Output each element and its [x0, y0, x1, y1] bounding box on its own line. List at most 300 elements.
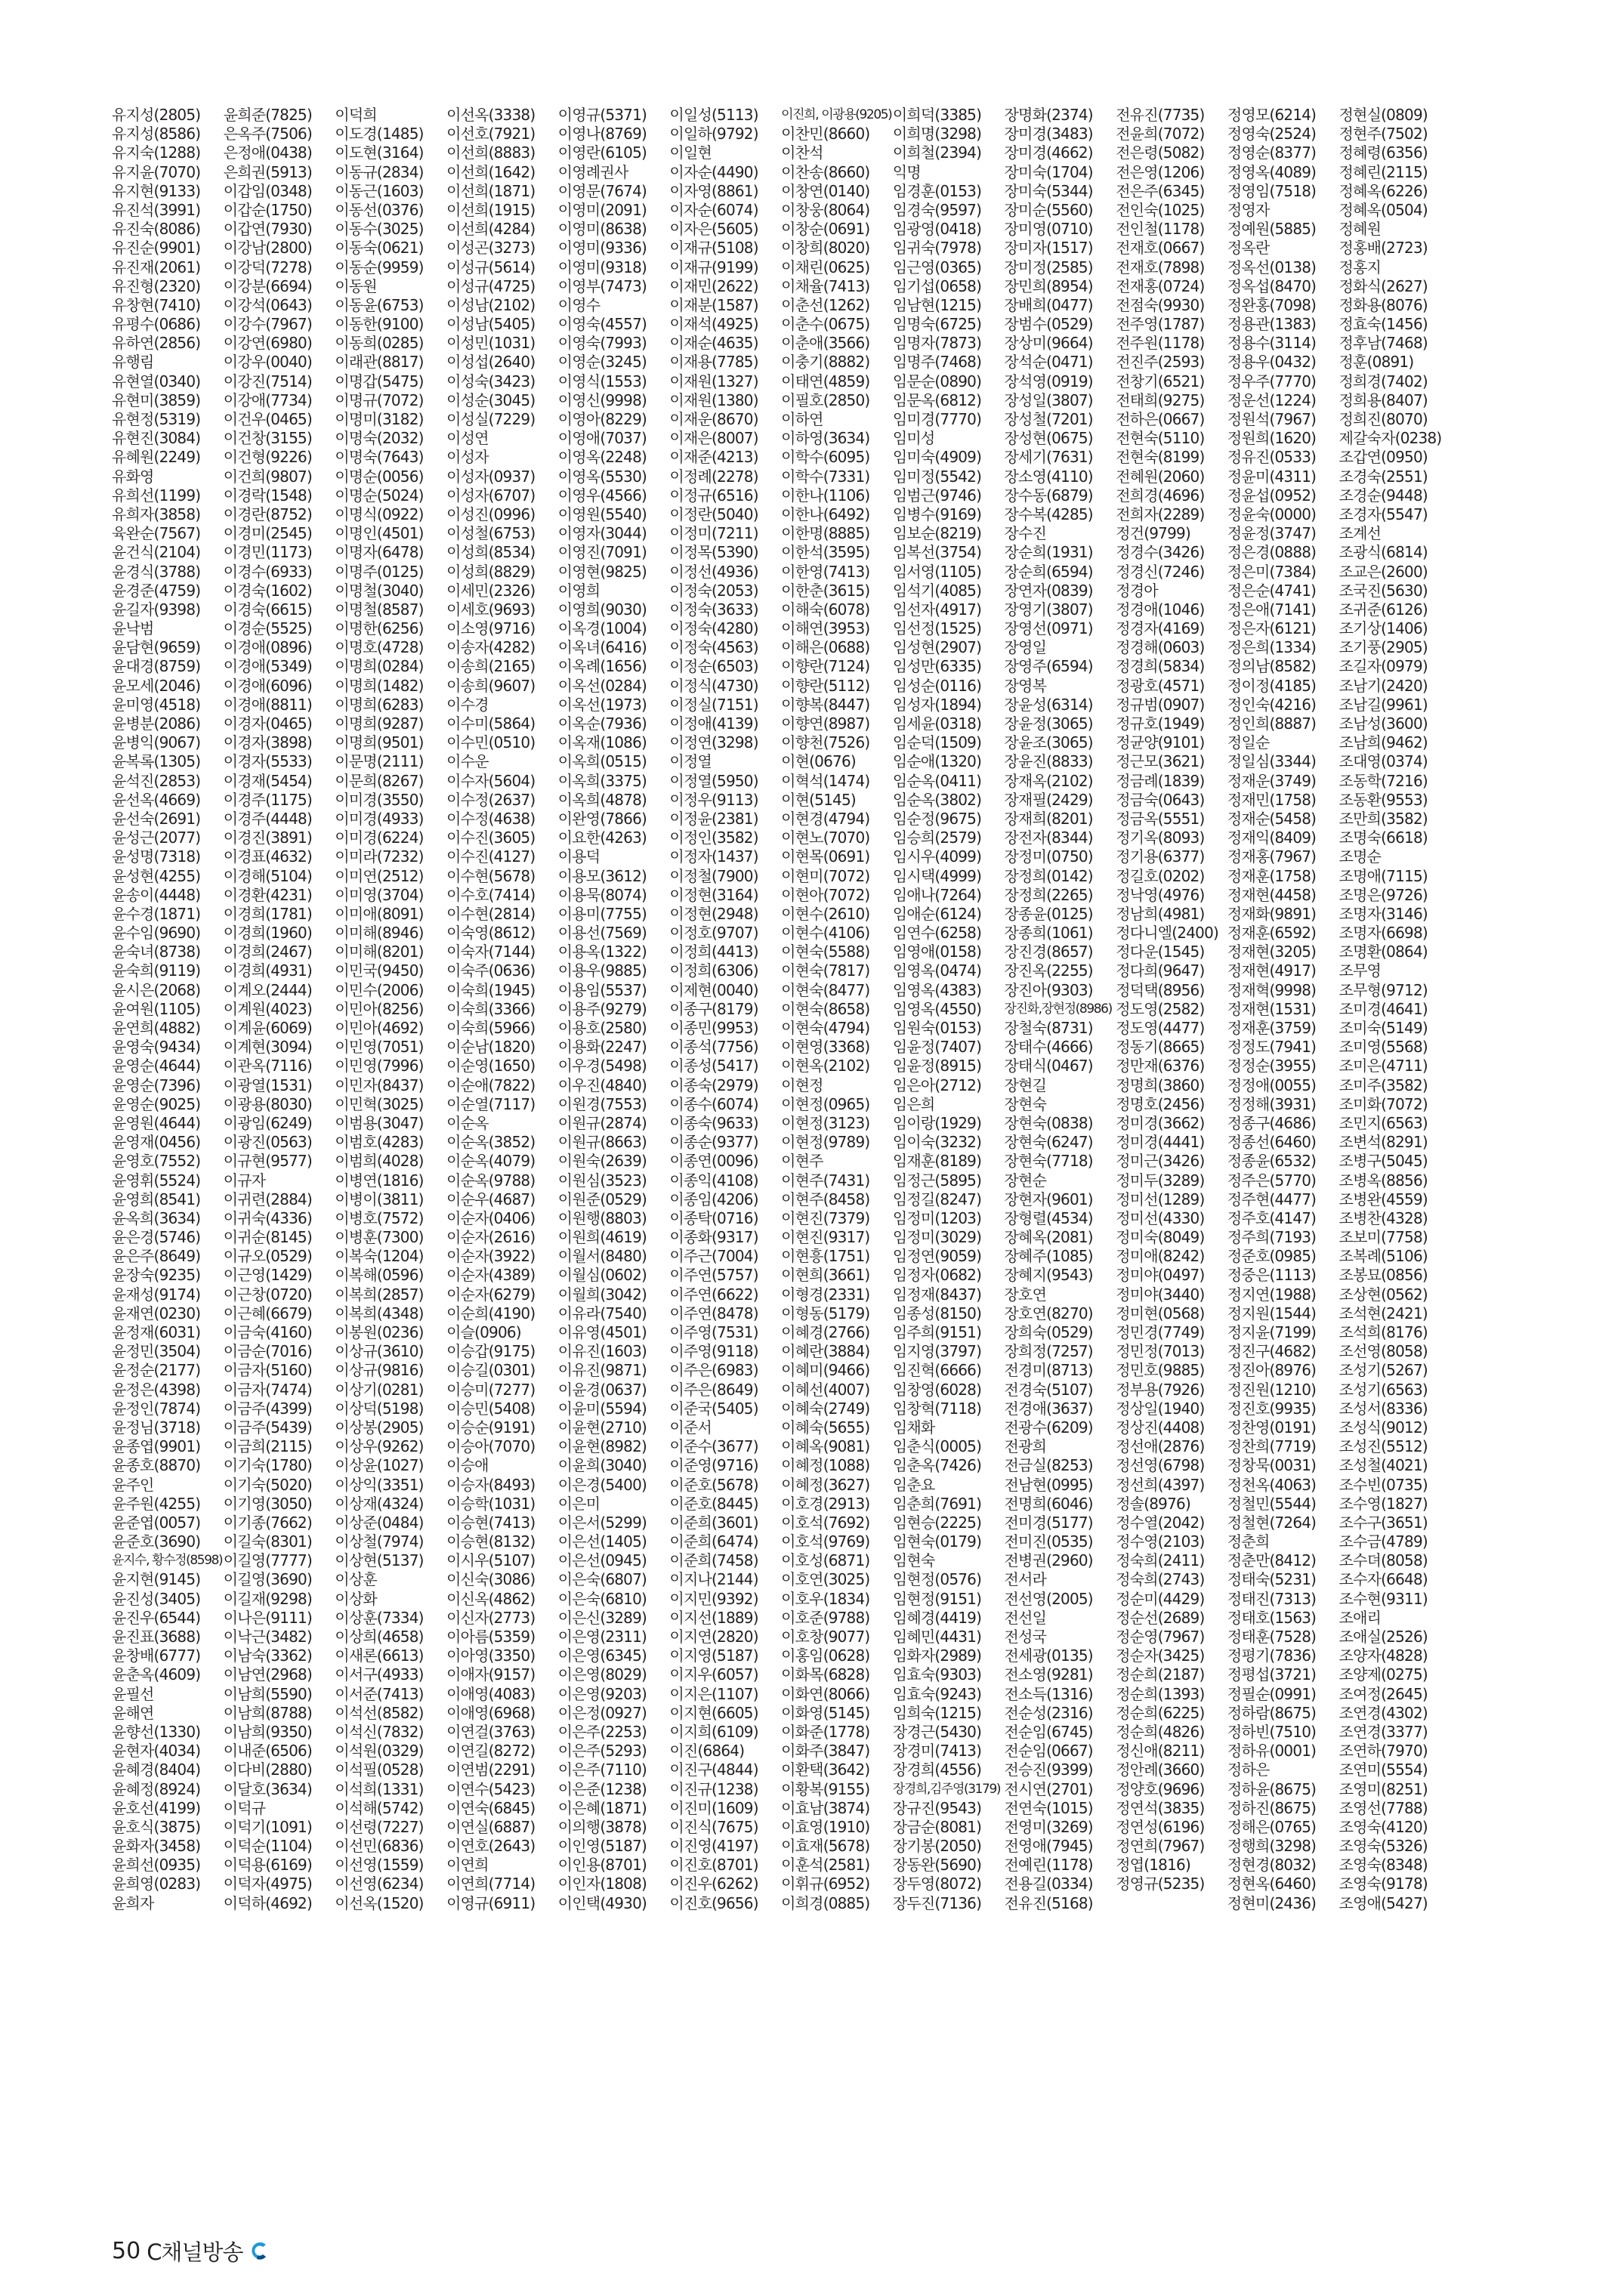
donor-entry: 유혜원(2249) [112, 448, 201, 467]
donor-entry: 정미야(3440) [1116, 1285, 1205, 1304]
donor-entry: 장재옥(2102) [1004, 771, 1093, 790]
donor-entry: 익명 [892, 162, 921, 181]
donor-entry: 정경희(5834) [1116, 657, 1205, 676]
donor-entry: 조석희(8176) [1338, 1323, 1428, 1341]
donor-entry: 이혜선(4007) [781, 1380, 870, 1399]
donor-entry: 이춘수(0675) [781, 315, 870, 334]
donor-entry: 이강남(2800) [223, 239, 312, 258]
donor-entry: 이준희(3601) [669, 1513, 758, 1532]
name-column [335, 106, 446, 1913]
donor-entry: 이명순(0056) [335, 467, 424, 486]
donor-entry: 이미영(3704) [335, 885, 424, 904]
donor-entry: 조영숙(5326) [1338, 1837, 1428, 1856]
donor-entry: 조애리 [1338, 1608, 1382, 1627]
donor-entry: 이윤경(0637) [557, 1380, 647, 1399]
donor-entry: 조광식(6814) [1338, 543, 1428, 562]
donor-entry: 이창희(8020) [781, 239, 870, 258]
donor-entry: 장태수(4666) [1004, 1038, 1093, 1057]
donor-entry: 이진호(9656) [669, 1893, 758, 1912]
donor-entry: 조명애(7115) [1338, 866, 1428, 885]
donor-entry: 정현주(7502) [1338, 125, 1428, 144]
donor-entry: 정광호(4571) [1116, 676, 1205, 695]
donor-entry: 이동선(0376) [335, 200, 424, 219]
donor-entry: 이정란(5040) [669, 505, 758, 523]
donor-entry: 장수진 [1004, 524, 1047, 543]
donor-entry: 이덕기(1091) [223, 1817, 312, 1836]
donor-entry: 이은영(8029) [557, 1665, 647, 1684]
donor-entry: 정미숙(8049) [1116, 1228, 1205, 1247]
donor-entry: 이향연(8987) [781, 714, 870, 733]
donor-entry: 이명인(4501) [335, 524, 424, 543]
donor-entry: 이희덕(3385) [892, 106, 982, 124]
donor-entry: 정미경(3662) [1116, 1113, 1205, 1132]
donor-entry: 이찬민(8660) [781, 125, 870, 144]
donor-entry: 이기숙(5020) [223, 1475, 312, 1494]
donor-entry: 임남현(1215) [892, 295, 982, 314]
donor-entry: 장금순(8081) [892, 1817, 982, 1836]
donor-entry: 윤복록(1305) [112, 752, 201, 771]
donor-entry: 이상재(4324) [335, 1494, 424, 1513]
donor-entry: 이현주(7431) [781, 1171, 870, 1190]
donor-entry: 정재현(3205) [1227, 943, 1317, 961]
donor-entry: 이남희(5590) [223, 1684, 312, 1703]
donor-entry: 조대영(0374) [1338, 752, 1428, 771]
donor-entry: 유화영 [112, 467, 154, 486]
donor-entry: 조성기(6563) [1338, 1380, 1428, 1399]
donor-entry: 장영선(0971) [1004, 619, 1093, 638]
donor-entry: 이정목(5390) [669, 543, 758, 562]
donor-entry: 이성숙(3423) [446, 372, 536, 390]
donor-entry: 정용관(1383) [1227, 315, 1317, 334]
donor-entry: 이성실(7229) [446, 410, 536, 428]
donor-entry: 이영문(7674) [557, 181, 647, 200]
donor-entry: 윤여원(1105) [112, 999, 201, 1018]
donor-entry: 이명희(1482) [335, 676, 424, 695]
donor-entry: 이상봉(2905) [335, 1418, 424, 1437]
donor-entry: 전성국 [1004, 1628, 1047, 1646]
donor-entry: 이귀련(2884) [223, 1190, 312, 1208]
donor-entry: 장상미(9664) [1004, 334, 1093, 353]
donor-entry: 정원희(1620) [1227, 429, 1317, 448]
donor-entry: 장영기(3807) [1004, 600, 1093, 619]
donor-entry: 이계현(3094) [223, 1038, 312, 1057]
donor-entry: 정수영(2103) [1116, 1532, 1205, 1551]
donor-entry: 임경훈(0153) [892, 181, 982, 200]
donor-entry: 이향천(7526) [781, 733, 870, 752]
donor-entry: 전창기(6521) [1116, 372, 1205, 390]
donor-entry: 이지민(9392) [669, 1589, 758, 1608]
donor-entry: 장미숙(1704) [1004, 162, 1093, 181]
donor-entry: 이아영(3350) [446, 1646, 536, 1665]
donor-entry: 유진재(2061) [112, 258, 201, 276]
donor-entry: 이정례(2278) [669, 467, 758, 486]
donor-entry: 이원숙(2639) [557, 1152, 647, 1171]
donor-entry: 정중은(1113) [1227, 1266, 1317, 1285]
donor-entry: 이창연(0140) [781, 181, 870, 200]
donor-entry: 이석해(5742) [335, 1798, 424, 1817]
donor-entry: 장경희(4556) [892, 1761, 982, 1779]
donor-entry: 장미자(1517) [1004, 239, 1093, 258]
donor-entry: 정우주(7770) [1227, 372, 1317, 390]
name-column [446, 106, 558, 1913]
donor-entry: 정미선(4330) [1116, 1208, 1205, 1227]
donor-entry: 이길숙(8301) [223, 1532, 312, 1551]
donor-entry: 정기용(6377) [1116, 847, 1205, 866]
donor-entry: 이해숙(6078) [781, 600, 870, 619]
donor-entry: 장혜주(1085) [1004, 1247, 1093, 1266]
donor-entry: 이한나(6492) [781, 505, 870, 523]
donor-entry: 조기상(1406) [1338, 619, 1428, 638]
donor-entry: 이상화 [335, 1589, 377, 1608]
donor-entry: 유희자(3858) [112, 505, 201, 523]
donor-entry: 이준서 [669, 1418, 712, 1437]
donor-entry: 장윤조(3065) [1004, 733, 1093, 752]
donor-entry: 이현흥(1751) [781, 1247, 870, 1266]
donor-entry: 정하진(8675) [1227, 1798, 1317, 1817]
donor-entry: 정태훈(7528) [1227, 1628, 1317, 1646]
donor-entry: 이유진(1603) [557, 1342, 647, 1361]
donor-entry: 임영애(0158) [892, 943, 982, 961]
donor-entry: 장현길 [1004, 1076, 1047, 1094]
donor-entry: 이명주(0125) [335, 562, 424, 581]
donor-entry: 이순애(7822) [446, 1076, 536, 1094]
donor-entry: 이은혜(1871) [557, 1798, 647, 1817]
donor-entry: 이우경(5498) [557, 1057, 647, 1076]
donor-entry: 이해은(0688) [781, 638, 870, 657]
donor-entry: 이미경(4933) [335, 809, 424, 828]
donor-entry: 이정철(7900) [669, 866, 758, 885]
donor-entry: 이옥선(0284) [557, 676, 647, 695]
donor-entry: 이현숙(8477) [781, 980, 870, 999]
donor-entry: 이호우(1834) [781, 1589, 870, 1608]
donor-entry: 윤은경(5746) [112, 1228, 201, 1247]
donor-entry: 이미해(8946) [335, 924, 424, 943]
donor-entry: 이연희 [446, 1856, 489, 1875]
donor-entry: 육완순(7567) [112, 524, 201, 543]
donor-entry: 이순자(6279) [446, 1285, 536, 1304]
donor-entry: 이정호(9707) [669, 924, 758, 943]
donor-entry: 이서구(4933) [335, 1665, 424, 1684]
donor-entry: 정재익(8409) [1227, 829, 1317, 847]
donor-entry: 이한나(1106) [781, 486, 870, 505]
donor-entry: 정선애(2876) [1116, 1437, 1205, 1456]
donor-entry: 정명희(3860) [1116, 1076, 1205, 1094]
donor-entry: 전광희 [1004, 1437, 1047, 1456]
donor-entry: 전태희(9275) [1116, 390, 1205, 409]
donor-entry: 정주희(7193) [1227, 1228, 1317, 1247]
donor-entry: 이옥재(1086) [557, 733, 647, 752]
donor-entry: 이용묵(8074) [557, 885, 647, 904]
donor-entry: 이귀순(8145) [223, 1228, 312, 1247]
donor-entry: 이은선(0945) [557, 1551, 647, 1570]
donor-entry: 전하은(0667) [1116, 410, 1205, 428]
donor-entry: 정찬희(7719) [1227, 1437, 1317, 1456]
donor-entry: 이진구(4844) [669, 1761, 758, 1779]
donor-entry: 이갑연(7930) [223, 220, 312, 239]
donor-entry: 전윤희(7072) [1116, 125, 1205, 144]
donor-entry: 조기풍(2905) [1338, 638, 1428, 657]
donor-entry: 이성섭(2640) [446, 353, 536, 372]
donor-entry: 이경숙(6615) [223, 600, 312, 619]
donor-entry: 정효숙(1456) [1338, 315, 1428, 334]
donor-entry: 이명호(4728) [335, 638, 424, 657]
donor-entry: 정연석(3835) [1116, 1798, 1205, 1817]
donor-entry: 이수진(4127) [446, 847, 536, 866]
donor-entry: 조병찬(4328) [1338, 1208, 1428, 1227]
donor-entry: 이연범(2291) [446, 1761, 536, 1779]
donor-entry: 정영순(8377) [1227, 144, 1317, 162]
donor-entry: 이선영(6234) [335, 1875, 424, 1893]
donor-entry: 정상진(4408) [1116, 1418, 1205, 1437]
donor-entry: 조영숙(9178) [1338, 1875, 1428, 1893]
donor-entry: 장혜옥(2081) [1004, 1228, 1093, 1247]
donor-entry: 이호창(9077) [781, 1628, 870, 1646]
donor-entry: 이영숙(4557) [557, 315, 647, 334]
donor-entry: 이정선(4936) [669, 562, 758, 581]
donor-entry: 이경애(0896) [223, 638, 312, 657]
name-column [893, 106, 1005, 1913]
donor-entry: 이순옥(4079) [446, 1152, 536, 1171]
donor-entry: 임귀숙(7978) [892, 239, 982, 258]
donor-entry: 임지영(3797) [892, 1342, 982, 1361]
donor-entry: 정민호(9885) [1116, 1361, 1205, 1380]
donor-entry: 정은순(4741) [1227, 581, 1317, 600]
donor-entry: 이윤현(8982) [557, 1437, 647, 1456]
donor-entry: 임광영(0418) [892, 220, 982, 239]
donor-entry: 이상준(0484) [335, 1513, 424, 1532]
donor-entry: 이경민(1173) [223, 543, 312, 562]
donor-entry: 임미숙(4909) [892, 448, 982, 467]
donor-entry: 이명한(6256) [335, 619, 424, 638]
donor-entry: 정주현(4477) [1227, 1190, 1317, 1208]
donor-entry: 이범희(4028) [335, 1152, 424, 1171]
donor-entry: 이현희(3661) [781, 1266, 870, 1285]
donor-entry: 윤창배(6777) [112, 1646, 201, 1665]
donor-entry: 이재은(8007) [669, 429, 758, 448]
donor-entry: 이자순(4490) [669, 162, 758, 181]
donor-entry: 이근창(0720) [223, 1285, 312, 1304]
donor-entry: 임성순(0116) [892, 676, 982, 695]
donor-entry: 유행림 [112, 353, 154, 372]
donor-entry: 이현주(8458) [781, 1190, 870, 1208]
donor-entry: 이효재(5678) [781, 1837, 870, 1856]
donor-entry: 은희권(5913) [223, 162, 312, 181]
donor-entry: 정순선(2689) [1116, 1608, 1205, 1627]
donor-entry: 장현자(9601) [1004, 1190, 1093, 1208]
donor-entry: 이종익(4108) [669, 1171, 758, 1190]
donor-entry: 장범수(0529) [1004, 315, 1093, 334]
donor-entry: 정하람(8675) [1227, 1703, 1317, 1722]
donor-entry: 이종연(0096) [669, 1152, 758, 1171]
donor-entry: 전선영(2005) [1004, 1589, 1093, 1608]
donor-entry: 조명자(3146) [1338, 904, 1428, 923]
donor-entry: 이신숙(3086) [446, 1570, 536, 1589]
donor-entry: 정옥란 [1227, 239, 1270, 258]
donor-entry: 이선옥(3338) [446, 106, 536, 124]
donor-entry: 장형렬(4534) [1004, 1208, 1093, 1227]
donor-entry: 조성철(4021) [1338, 1456, 1428, 1475]
donor-entry: 이광진(0563) [223, 1133, 312, 1152]
donor-entry: 윤정민(3504) [112, 1342, 201, 1361]
donor-entry: 이순영(1650) [446, 1057, 536, 1076]
donor-entry: 이복해(0596) [335, 1266, 424, 1285]
donor-entry: 이선민(6836) [335, 1837, 424, 1856]
donor-entry: 이근영(1429) [223, 1266, 312, 1285]
donor-entry: 이한석(3595) [781, 543, 870, 562]
donor-entry: 윤담현(9659) [112, 638, 201, 657]
donor-entry: 조만희(3582) [1338, 809, 1428, 828]
donor-entry: 이경락(1548) [223, 486, 312, 505]
donor-entry: 정찬영(0191) [1227, 1418, 1317, 1437]
donor-entry: 이영우(4566) [557, 486, 647, 505]
donor-entry: 이승미(7277) [446, 1380, 536, 1399]
donor-entry: 이휘규(6952) [781, 1875, 870, 1893]
donor-entry: 임춘요 [892, 1475, 935, 1494]
donor-entry: 정춘만(8412) [1227, 1551, 1317, 1570]
donor-entry: 이건희(9807) [223, 467, 312, 486]
donor-entry: 이은영(6345) [557, 1646, 647, 1665]
donor-entry: 이범용(3047) [335, 1113, 424, 1132]
donor-entry: 이희철(2394) [892, 144, 982, 162]
donor-entry: 이윤미(5594) [557, 1399, 647, 1418]
donor-entry: 이금자(7474) [223, 1380, 312, 1399]
donor-entry: 조여정(2645) [1338, 1684, 1428, 1703]
donor-entry: 임정자(0682) [892, 1266, 982, 1285]
donor-entry: 전세광(0135) [1004, 1646, 1093, 1665]
donor-entry: 이종구(8179) [669, 999, 758, 1018]
donor-entry: 윤선숙(2691) [112, 809, 201, 828]
donor-entry: 이혁석(1474) [781, 771, 870, 790]
donor-entry: 윤영순(4644) [112, 1057, 201, 1076]
donor-entry: 이동원 [335, 276, 377, 295]
donor-entry: 전재호(7898) [1116, 258, 1205, 276]
donor-entry: 이순자(3922) [446, 1247, 536, 1266]
donor-entry: 장현숙(7718) [1004, 1152, 1093, 1171]
donor-entry: 이종수(6074) [669, 1094, 758, 1113]
donor-entry: 윤주인 [112, 1475, 154, 1494]
donor-entry: 전서라 [1004, 1570, 1047, 1589]
donor-entry: 윤영희(8541) [112, 1190, 201, 1208]
donor-entry: 이민혁(3025) [335, 1094, 424, 1113]
donor-entry: 조연경(3377) [1338, 1722, 1428, 1741]
donor-entry: 장희숙(0529) [1004, 1323, 1093, 1341]
donor-entry: 이혜정(1088) [781, 1456, 870, 1475]
donor-entry: 조경숙(2551) [1338, 467, 1428, 486]
donor-entry: 이상철(7974) [335, 1532, 424, 1551]
donor-entry: 장정미(0750) [1004, 847, 1093, 866]
donor-entry: 이명철(3040) [335, 581, 424, 600]
donor-entry: 정덕택(8956) [1116, 980, 1205, 999]
donor-entry: 정순영(7967) [1116, 1628, 1205, 1646]
donor-entry: 조동환(9553) [1338, 790, 1428, 809]
donor-entry: 정지윤(7199) [1227, 1323, 1317, 1341]
donor-entry: 임순덕(1509) [892, 733, 982, 752]
donor-entry: 이재원(1327) [669, 372, 758, 390]
donor-entry: 이석필(0528) [335, 1761, 424, 1779]
donor-entry: 정도영(4477) [1116, 1019, 1205, 1037]
donor-entry: 이경애(5349) [223, 657, 312, 676]
donor-entry: 이향란(5112) [781, 676, 870, 695]
donor-entry: 조남희(9462) [1338, 733, 1428, 752]
donor-entry: 장철숙(8731) [1004, 1019, 1093, 1037]
donor-entry: 정미두(3289) [1116, 1171, 1205, 1190]
donor-entry: 장경미(7413) [892, 1742, 982, 1761]
donor-entry: 이명미(3182) [335, 410, 424, 428]
donor-entry: 이근혜(6679) [223, 1304, 312, 1322]
donor-entry: 유평수(0686) [112, 315, 201, 334]
donor-entry: 조미은(4711) [1338, 1057, 1428, 1076]
donor-entry: 이새론(6613) [335, 1646, 424, 1665]
donor-entry: 이동순(9959) [335, 258, 424, 276]
donor-entry: 이승애 [446, 1456, 489, 1475]
donor-entry: 이채린(0625) [781, 258, 870, 276]
donor-entry: 임현정(9151) [892, 1589, 982, 1608]
donor-entry: 윤화자(3458) [112, 1837, 201, 1856]
name-column [112, 106, 224, 1913]
donor-entry: 정신애(8211) [1116, 1742, 1205, 1761]
donor-entry: 정유진(0533) [1227, 448, 1317, 467]
donor-entry: 정하빈(7510) [1227, 1722, 1317, 1741]
donor-entry: 정종선(6460) [1227, 1133, 1317, 1152]
donor-entry: 정현미(2436) [1227, 1893, 1317, 1912]
donor-entry: 이은서(5299) [557, 1513, 647, 1532]
donor-entry: 윤호선(4199) [112, 1798, 201, 1817]
donor-entry: 이영규(6911) [446, 1893, 536, 1912]
donor-entry: 이복숙(1204) [335, 1247, 424, 1266]
donor-entry: 이도현(3164) [335, 144, 424, 162]
donor-entry: 윤영숙(9434) [112, 1038, 201, 1057]
donor-entry: 장현숙 [1004, 1094, 1047, 1113]
donor-entry: 정행희(3298) [1227, 1837, 1317, 1856]
donor-entry: 이규자 [223, 1171, 266, 1190]
donor-entry: 이나은(9111) [223, 1608, 312, 1627]
donor-entry: 이금숙(4160) [223, 1323, 312, 1341]
donor-entry: 정필순(0991) [1227, 1684, 1317, 1703]
donor-entry: 임명자(7873) [892, 334, 982, 353]
donor-entry: 임미경(7770) [892, 410, 982, 428]
donor-entry: 이성남(2102) [446, 295, 536, 314]
donor-entry: 조성기(5267) [1338, 1361, 1428, 1380]
donor-entry: 윤재연(0230) [112, 1304, 201, 1322]
donor-entry: 정인숙(4216) [1227, 695, 1317, 714]
donor-entry: 이한춘(3615) [781, 581, 870, 600]
donor-entry: 윤지수, 황수정(8598) [112, 1553, 223, 1569]
donor-entry: 정금옥(5551) [1116, 809, 1205, 828]
donor-entry: 이건형(9226) [223, 448, 312, 467]
donor-entry: 장진아(9303) [1004, 980, 1093, 999]
donor-entry: 유지성(8586) [112, 125, 201, 144]
donor-entry: 전재호(0667) [1116, 239, 1205, 258]
donor-entry: 윤정순(2177) [112, 1361, 201, 1380]
donor-entry: 이상덕(5198) [335, 1399, 424, 1418]
donor-entry: 이순열(7117) [446, 1094, 536, 1113]
donor-entry: 이인영(5187) [557, 1837, 647, 1856]
donor-entry: 이정실(7151) [669, 695, 758, 714]
donor-entry: 정재훈(3759) [1227, 1019, 1317, 1037]
donor-entry: 정혜옥(0504) [1338, 200, 1428, 219]
donor-entry: 정수열(2042) [1116, 1513, 1205, 1532]
donor-entry: 전미진(0535) [1004, 1532, 1093, 1551]
donor-entry: 정경자(4169) [1116, 619, 1205, 638]
donor-entry: 윤병분(2086) [112, 714, 201, 733]
donor-entry: 이영애(7037) [557, 429, 647, 448]
donor-entry: 정재홍(7967) [1227, 847, 1317, 866]
donor-entry: 정민경(7749) [1116, 1323, 1205, 1341]
donor-entry: 이수현(2814) [446, 904, 536, 923]
donor-entry: 정순희(4826) [1116, 1722, 1205, 1741]
donor-entry: 이호연(3025) [781, 1570, 870, 1589]
donor-entry: 이제현(0040) [669, 980, 758, 999]
